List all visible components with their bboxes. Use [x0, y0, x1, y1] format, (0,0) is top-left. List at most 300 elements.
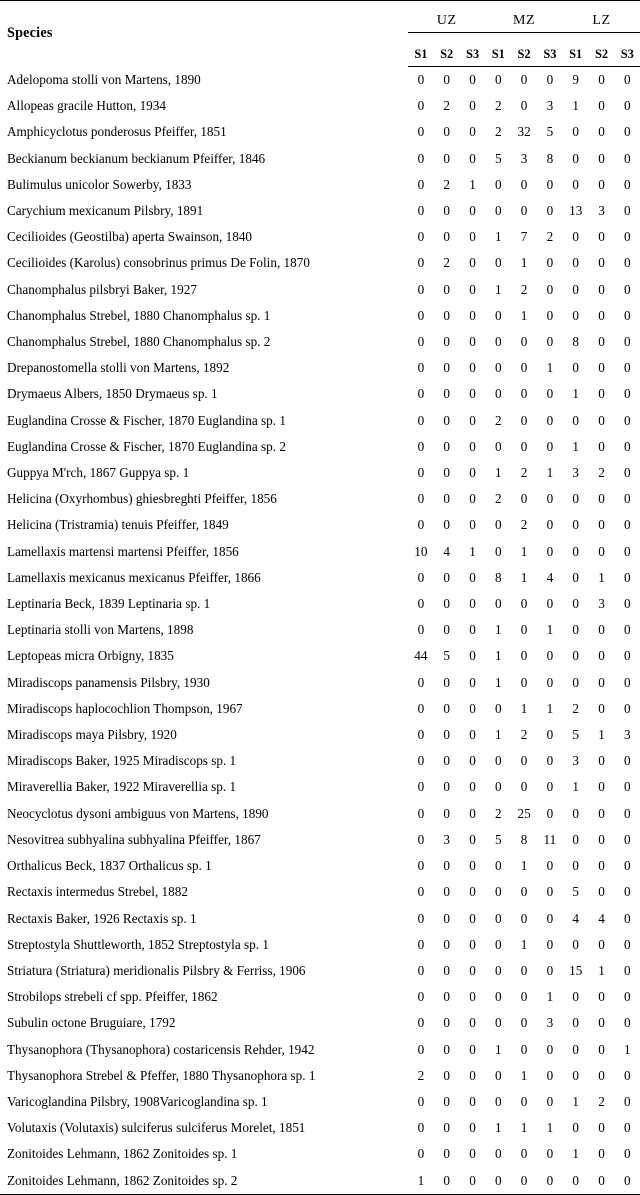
subcolumn-header-lz-s1: S1 [563, 33, 589, 67]
abundance-cell: 0 [624, 543, 631, 559]
abundance-cell: 0 [417, 176, 425, 192]
table-row [0, 408, 640, 434]
abundance-cell: 8 [520, 831, 528, 847]
subcolumn-header-lz-s3: S3 [614, 33, 640, 67]
abundance-cell: 2 [443, 255, 450, 271]
abundance-cell: 0 [546, 884, 554, 900]
abundance-cell: 0 [417, 360, 425, 376]
abundance-cell: 0 [417, 936, 425, 952]
species-name-cell: Streptostyla Shuttleworth, 1852 Streptostyla sp. 1 [7, 936, 269, 952]
abundance-cell: 0 [624, 569, 631, 585]
species-name-cell: Rectaxis Baker, 1926 Rectaxis sp. 1 [7, 910, 197, 926]
abundance-cell: 0 [443, 150, 450, 166]
abundance-cell: 0 [469, 517, 476, 533]
table-row [0, 984, 640, 1010]
abundance-cell: 0 [589, 1168, 615, 1195]
abundance-cell: 3 [598, 203, 605, 219]
abundance-cell: 0 [494, 386, 502, 402]
abundance-cell: 0 [469, 1093, 476, 1109]
abundance-cell: 0 [624, 307, 631, 323]
abundance-cell: 0 [624, 1067, 631, 1083]
species-name-cell: Striatura (Striatura) meridionalis Pilsbry & Ferriss, 1906 [7, 962, 306, 978]
abundance-cell: 3 [546, 98, 554, 114]
abundance-cell: 0 [572, 831, 579, 847]
abundance-cell: 0 [598, 281, 605, 297]
abundance-cell: 0 [417, 386, 425, 402]
abundance-cell: 0 [598, 674, 605, 690]
abundance-cell: 1 [494, 648, 502, 664]
abundance-cell: 2 [598, 1093, 605, 1109]
table-row [0, 1063, 640, 1089]
abundance-cell: 0 [494, 307, 502, 323]
abundance-cell: 0 [572, 569, 579, 585]
abundance-cell: 0 [572, 858, 579, 874]
abundance-cell: 0 [598, 936, 605, 952]
abundance-cell: 0 [494, 596, 502, 612]
species-name-cell: Guppya M'rch, 1867 Guppya sp. 1 [7, 465, 190, 481]
abundance-cell: 0 [494, 1093, 502, 1109]
abundance-cell: 0 [520, 884, 528, 900]
abundance-cell: 0 [417, 307, 425, 323]
abundance-cell: 8 [572, 334, 579, 350]
abundance-cell: 0 [520, 360, 528, 376]
abundance-cell: 0 [443, 858, 450, 874]
abundance-cell: 2 [572, 700, 579, 716]
abundance-cell: 0 [494, 176, 502, 192]
species-name-cell: Amphicyclotus ponderosus Pfeiffer, 1851 [7, 124, 227, 140]
abundance-cell: 0 [572, 491, 579, 507]
abundance-cell: 0 [624, 596, 631, 612]
table-row [0, 801, 640, 827]
abundance-cell: 44 [414, 648, 428, 664]
abundance-cell: 0 [469, 386, 476, 402]
table-row [0, 932, 640, 958]
abundance-cell: 0 [598, 1015, 605, 1031]
abundance-cell: 0 [469, 281, 476, 297]
abundance-cell: 0 [417, 727, 425, 743]
abundance-cell: 0 [598, 831, 605, 847]
abundance-cell: 2 [494, 491, 502, 507]
abundance-cell: 0 [494, 962, 502, 978]
abundance-cell: 0 [598, 1041, 605, 1057]
abundance-cell: 0 [443, 124, 450, 140]
abundance-cell: 0 [546, 936, 554, 952]
species-name-cell: Allopeas gracile Hutton, 1934 [7, 98, 166, 114]
abundance-cell: 0 [598, 1120, 605, 1136]
abundance-cell: 8 [546, 150, 554, 166]
abundance-cell: 0 [443, 517, 450, 533]
abundance-cell: 1 [520, 569, 528, 585]
abundance-cell: 0 [469, 1120, 476, 1136]
abundance-cell: 0 [598, 648, 605, 664]
abundance-cell: 0 [572, 150, 579, 166]
abundance-cell: 0 [469, 569, 476, 585]
abundance-cell: 0 [546, 753, 554, 769]
abundance-cell: 0 [563, 1168, 589, 1195]
species-name-cell: Adelopoma stolli von Martens, 1890 [7, 71, 201, 87]
abundance-cell: 11 [543, 831, 557, 847]
abundance-cell: 0 [520, 98, 528, 114]
abundance-cell: 1 [546, 989, 554, 1005]
table-row [0, 172, 640, 198]
abundance-cell: 0 [460, 1168, 486, 1195]
abundance-cell: 0 [572, 360, 579, 376]
abundance-cell: 0 [624, 176, 631, 192]
abundance-cell: 0 [598, 72, 605, 87]
abundance-cell: 0 [443, 962, 450, 978]
table-row [0, 853, 640, 879]
subcolumn-header-mz-s2: S2 [511, 33, 537, 67]
abundance-cell: 0 [624, 150, 631, 166]
abundance-cell: 3 [443, 831, 450, 847]
abundance-cell: 0 [443, 465, 450, 481]
abundance-cell: 0 [494, 72, 502, 87]
abundance-cell: 0 [417, 229, 425, 245]
abundance-cell: 0 [624, 805, 631, 821]
species-name-cell: Strobilops strebeli cf spp. Pfeiffer, 1862 [7, 989, 218, 1005]
species-name-cell: Cecilioides (Geostilba) aperta Swainson, 1840 [7, 229, 253, 245]
table-row [0, 198, 640, 224]
species-name-cell: Zonitoides Lehmann, 1862 Zonitoides sp. 1 [7, 1146, 238, 1162]
abundance-cell: 0 [598, 1067, 605, 1083]
species-name-cell: Subulin octone Bruguiare, 1792 [7, 1015, 176, 1031]
abundance-cell: 0 [469, 727, 476, 743]
species-name-cell: Carychium mexicanum Pilsbry, 1891 [7, 203, 204, 219]
abundance-cell: 0 [443, 753, 450, 769]
abundance-cell: 0 [624, 517, 631, 533]
abundance-cell: 0 [417, 1041, 425, 1057]
abundance-cell: 0 [546, 962, 554, 978]
abundance-cell: 0 [598, 334, 605, 350]
abundance-cell: 0 [624, 858, 631, 874]
species-name-cell: Euglandina Crosse & Fischer, 1870 Euglandina sp. 2 [7, 438, 286, 454]
abundance-cell: 0 [443, 1093, 450, 1109]
subcolumn-header-mz-s3: S3 [537, 33, 563, 67]
abundance-cell: 1 [520, 1067, 528, 1083]
abundance-cell: 0 [624, 1120, 631, 1136]
species-name-cell: Leptopeas micra Orbigny, 1835 [7, 648, 174, 664]
abundance-cell: 0 [494, 255, 502, 271]
abundance-cell: 0 [520, 1041, 528, 1057]
table-row [0, 591, 640, 617]
abundance-cell: 5 [572, 884, 579, 900]
abundance-cell: 0 [469, 936, 476, 952]
species-name-cell: Volutaxis (Volutaxis) sulciferus sulciferus Morelet, 1851 [7, 1120, 306, 1136]
abundance-cell: 0 [417, 412, 425, 428]
abundance-cell: 0 [624, 1093, 631, 1109]
abundance-cell: 0 [546, 176, 554, 192]
abundance-cell: 0 [598, 438, 605, 454]
abundance-cell: 1 [494, 281, 502, 297]
abundance-cell: 0 [572, 936, 579, 952]
abundance-cell: 0 [469, 124, 476, 140]
abundance-cell: 0 [443, 72, 450, 87]
abundance-cell: 0 [598, 884, 605, 900]
abundance-cell: 0 [624, 753, 631, 769]
abundance-cell: 0 [624, 936, 631, 952]
abundance-cell: 0 [520, 438, 528, 454]
abundance-cell: 0 [417, 989, 425, 1005]
abundance-cell: 0 [598, 386, 605, 402]
species-column-header: Species [0, 1, 408, 67]
abundance-cell: 1 [546, 700, 554, 716]
abundance-cell: 0 [598, 360, 605, 376]
abundance-cell: 0 [624, 438, 631, 454]
abundance-cell: 0 [572, 412, 579, 428]
abundance-cell: 0 [546, 674, 554, 690]
abundance-cell: 1 [494, 1120, 502, 1136]
abundance-cell: 0 [443, 622, 450, 638]
abundance-cell: 1 [520, 936, 528, 952]
abundance-cell: 0 [417, 1093, 425, 1109]
abundance-cell: 1 [494, 674, 502, 690]
subcolumn-header-mz-s1: S1 [485, 33, 511, 67]
abundance-cell: 0 [469, 779, 476, 795]
abundance-cell: 0 [572, 517, 579, 533]
abundance-cell: 0 [469, 622, 476, 638]
table-row [0, 67, 640, 94]
abundance-cell: 0 [624, 203, 631, 219]
abundance-cell: 0 [598, 307, 605, 323]
abundance-cell: 0 [546, 334, 554, 350]
abundance-cell: 0 [417, 779, 425, 795]
abundance-cell: 0 [598, 805, 605, 821]
abundance-cell: 5 [546, 124, 554, 140]
table-row [0, 224, 640, 250]
abundance-cell: 0 [469, 858, 476, 874]
abundance-cell: 0 [417, 438, 425, 454]
species-name-cell: Thysanophora (Thysanophora) costaricensis Rehder, 1942 [7, 1041, 315, 1057]
abundance-cell: 1 [469, 176, 476, 192]
abundance-cell: 0 [417, 491, 425, 507]
abundance-cell: 0 [520, 203, 528, 219]
table-row [0, 774, 640, 800]
abundance-cell: 0 [624, 98, 631, 114]
abundance-cell: 0 [520, 412, 528, 428]
abundance-cell: 1 [598, 962, 605, 978]
abundance-cell: 0 [469, 465, 476, 481]
abundance-cell: 0 [598, 858, 605, 874]
abundance-cell: 1 [494, 229, 502, 245]
table-row [0, 460, 640, 486]
abundance-cell: 0 [494, 360, 502, 376]
abundance-cell: 0 [443, 805, 450, 821]
abundance-cell: 0 [494, 1067, 502, 1083]
abundance-cell: 1 [598, 569, 605, 585]
abundance-cell: 0 [494, 1015, 502, 1031]
species-name-cell: Varicoglandina Pilsbry, 1908Varicoglandina sp. 1 [7, 1093, 268, 1109]
abundance-cell: 0 [443, 1120, 450, 1136]
abundance-cell: 0 [572, 543, 579, 559]
abundance-cell: 0 [469, 596, 476, 612]
abundance-cell: 0 [417, 753, 425, 769]
abundance-cell: 0 [469, 150, 476, 166]
abundance-cell: 0 [520, 648, 528, 664]
abundance-cell: 1 [572, 779, 579, 795]
abundance-cell: 0 [572, 805, 579, 821]
abundance-cell: 0 [520, 989, 528, 1005]
species-name-cell: Beckianum beckianum beckianum Pfeiffer, 1846 [7, 150, 266, 166]
species-name-cell: Chanomphalus Strebel, 1880 Chanomphalus sp. 2 [7, 334, 271, 350]
abundance-cell: 2 [443, 176, 450, 192]
table-row [0, 146, 640, 172]
abundance-cell: 0 [511, 1168, 537, 1195]
abundance-cell: 1 [572, 1093, 579, 1109]
abundance-cell: 0 [572, 229, 579, 245]
abundance-cell: 2 [494, 98, 502, 114]
abundance-cell: 13 [569, 203, 583, 219]
abundance-cell: 0 [624, 124, 631, 140]
abundance-cell: 0 [520, 334, 528, 350]
abundance-cell: 0 [494, 779, 502, 795]
abundance-cell: 0 [572, 622, 579, 638]
abundance-cell: 0 [546, 491, 554, 507]
abundance-cell: 0 [520, 962, 528, 978]
species-name-cell: Leptinaria stolli von Martens, 1898 [7, 622, 194, 638]
abundance-cell: 0 [546, 203, 554, 219]
abundance-cell: 0 [546, 1041, 554, 1057]
abundance-cell: 0 [546, 1093, 554, 1109]
abundance-cell: 0 [520, 753, 528, 769]
abundance-cell: 0 [469, 412, 476, 428]
abundance-cell: 25 [517, 805, 531, 821]
abundance-cell: 0 [598, 622, 605, 638]
abundance-cell: 0 [417, 674, 425, 690]
abundance-cell: 0 [546, 386, 554, 402]
abundance-cell: 1 [520, 307, 528, 323]
abundance-cell: 5 [572, 727, 579, 743]
abundance-cell: 0 [443, 1067, 450, 1083]
abundance-cell: 0 [469, 910, 476, 926]
abundance-cell: 0 [598, 779, 605, 795]
abundance-cell: 1 [520, 700, 528, 716]
abundance-cell: 0 [469, 229, 476, 245]
abundance-cell: 0 [520, 1093, 528, 1109]
abundance-cell: 0 [469, 962, 476, 978]
abundance-cell: 0 [624, 622, 631, 638]
abundance-cell: 0 [624, 360, 631, 376]
table-row [0, 670, 640, 696]
abundance-cell: 0 [469, 72, 476, 87]
abundance-cell: 0 [546, 805, 554, 821]
species-name-cell: Euglandina Crosse & Fischer, 1870 Euglandina sp. 1 [7, 412, 286, 428]
abundance-cell: 0 [520, 72, 528, 87]
abundance-cell: 0 [417, 700, 425, 716]
abundance-cell: 0 [520, 1015, 528, 1031]
table-row [0, 748, 640, 774]
abundance-cell: 3 [598, 596, 605, 612]
abundance-cell: 0 [624, 884, 631, 900]
abundance-cell: 0 [520, 491, 528, 507]
table-row [0, 565, 640, 591]
abundance-cell: 0 [598, 176, 605, 192]
abundance-cell: 0 [598, 124, 605, 140]
species-name-cell: Bulimulus unicolor Sowerby, 1833 [7, 176, 192, 192]
abundance-cell: 0 [598, 150, 605, 166]
abundance-cell: 3 [546, 1015, 554, 1031]
subcolumn-header-uz-s3: S3 [460, 33, 486, 67]
abundance-cell: 0 [443, 910, 450, 926]
abundance-cell: 0 [443, 700, 450, 716]
species-name-cell: Rectaxis intermedus Strebel, 1882 [7, 884, 188, 900]
group-header-row [0, 1, 640, 33]
abundance-cell: 0 [624, 674, 631, 690]
abundance-cell: 0 [624, 1146, 631, 1162]
abundance-cell: 0 [494, 543, 502, 559]
abundance-cell: 0 [572, 1041, 579, 1057]
table-row [0, 906, 640, 932]
abundance-cell: 0 [624, 491, 631, 507]
abundance-cell: 0 [624, 386, 631, 402]
table-row [0, 879, 640, 905]
abundance-cell: 0 [546, 858, 554, 874]
abundance-cell: 0 [546, 72, 554, 87]
abundance-cell: 0 [494, 989, 502, 1005]
abundance-cell: 0 [572, 674, 579, 690]
abundance-cell: 0 [546, 727, 554, 743]
group-header-mz: MZ [485, 1, 562, 33]
abundance-cell: 2 [520, 517, 528, 533]
abundance-cell: 0 [546, 412, 554, 428]
abundance-cell: 0 [598, 543, 605, 559]
abundance-cell: 1 [494, 727, 502, 743]
abundance-cell: 1 [572, 438, 579, 454]
abundance-cell: 1 [520, 255, 528, 271]
abundance-cell: 0 [443, 438, 450, 454]
abundance-cell: 1 [572, 98, 579, 114]
abundance-cell: 0 [417, 884, 425, 900]
abundance-cell: 1 [469, 543, 476, 559]
abundance-cell: 0 [546, 438, 554, 454]
abundance-cell: 2 [494, 412, 502, 428]
abundance-cell: 2 [598, 465, 605, 481]
abundance-cell: 0 [469, 255, 476, 271]
abundance-cell: 0 [624, 910, 631, 926]
species-name-cell: Miraverellia Baker, 1922 Miraverellia sp. 1 [7, 779, 237, 795]
abundance-cell: 2 [520, 465, 528, 481]
abundance-cell: 0 [520, 1146, 528, 1162]
abundance-cell: 0 [546, 517, 554, 533]
abundance-cell: 0 [485, 1168, 511, 1195]
abundance-cell: 0 [598, 229, 605, 245]
abundance-cell: 0 [624, 334, 631, 350]
abundance-cell: 0 [520, 386, 528, 402]
table-row [0, 512, 640, 538]
abundance-cell: 0 [494, 203, 502, 219]
abundance-cell: 0 [494, 884, 502, 900]
abundance-cell: 0 [417, 910, 425, 926]
abundance-cell: 0 [494, 910, 502, 926]
table-row [0, 93, 640, 119]
abundance-cell: 0 [443, 596, 450, 612]
abundance-cell: 2 [417, 1067, 425, 1083]
table-row [0, 486, 640, 512]
abundance-cell: 0 [469, 753, 476, 769]
abundance-cell: 0 [469, 700, 476, 716]
abundance-cell: 0 [598, 753, 605, 769]
species-name-cell: Miradiscops panamensis Pilsbry, 1930 [7, 674, 210, 690]
abundance-cell: 0 [624, 465, 631, 481]
abundance-cell: 0 [494, 1146, 502, 1162]
abundance-cell: 4 [443, 543, 450, 559]
abundance-cell: 0 [546, 307, 554, 323]
abundance-cell: 0 [624, 72, 631, 87]
abundance-cell: 1 [494, 1041, 502, 1057]
table-row [0, 434, 640, 460]
abundance-cell: 1 [546, 465, 554, 481]
species-name-cell: Neocyclotus dysoni ambiguus von Martens, 1890 [7, 805, 269, 821]
table-row [0, 643, 640, 669]
